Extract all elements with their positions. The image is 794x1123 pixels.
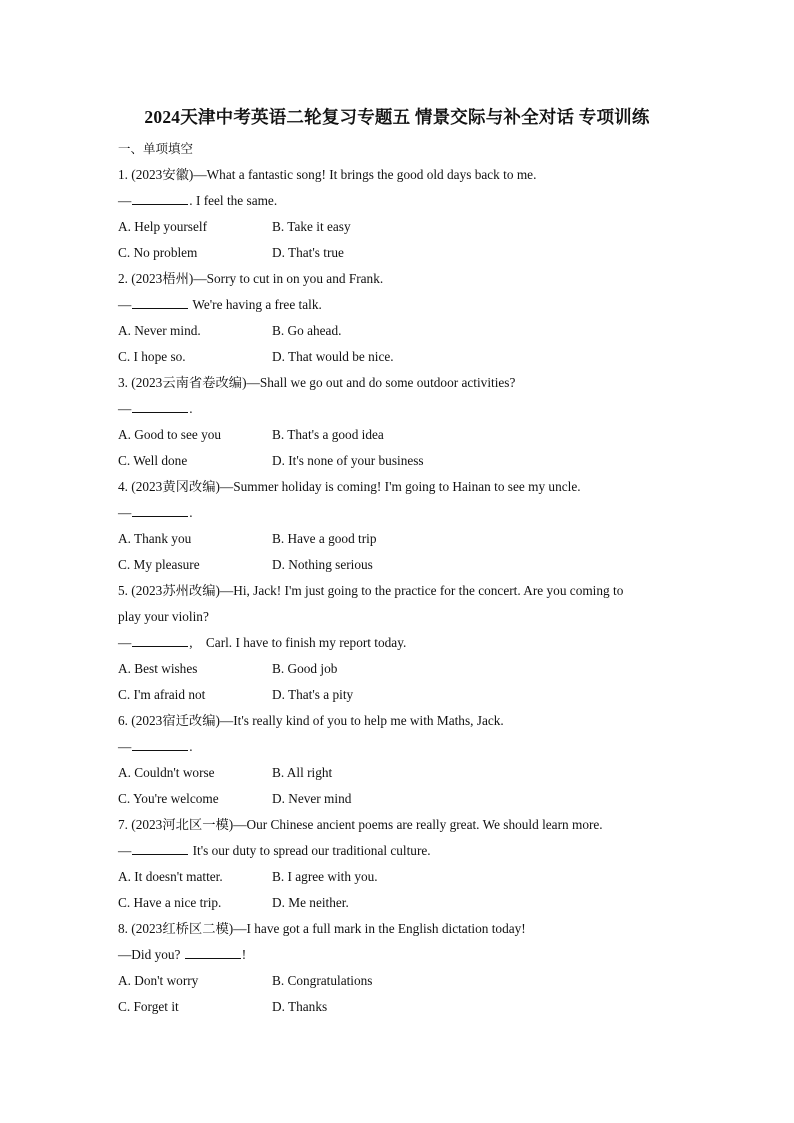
options-row: [118, 786, 676, 812]
answer-line: [118, 942, 676, 968]
question-prompt: 2. (2023梧州)—Sorry to cut in on you and Frank.: [118, 271, 384, 286]
option-d: D. That's true: [272, 245, 344, 260]
option-c: C. You're welcome: [118, 791, 219, 806]
question-item: [118, 812, 676, 916]
question-prompt: 8. (2023红桥区二模)—I have got a full mark in the English dictation today!: [118, 921, 526, 936]
options-row: [118, 318, 676, 344]
answer-blank: [132, 840, 188, 855]
question-prompt: 7. (2023河北区一模)—Our Chinese ancient poems are really great. We should learn more.: [118, 817, 603, 832]
section-heading: 一、单项填空: [118, 141, 194, 156]
question-prompt: 6. (2023宿迁改编)—It's really kind of you to help me with Maths, Jack.: [118, 713, 504, 728]
option-a: A. Couldn't worse: [118, 765, 215, 780]
option-d: D. Never mind: [272, 791, 352, 806]
question-prompt-continued: play your violin?: [118, 609, 209, 624]
answer-prefix: —: [118, 193, 132, 208]
answer-line: [118, 838, 676, 864]
answer-suffix: It's our duty to spread our traditional culture.: [189, 843, 431, 858]
option-c: C. Well done: [118, 453, 188, 468]
answer-suffix: .: [189, 739, 193, 754]
option-d: D. Nothing serious: [272, 557, 373, 572]
answer-suffix: . I feel the same.: [189, 193, 278, 208]
question-item: [118, 162, 676, 266]
option-a: A. Never mind.: [118, 323, 201, 338]
option-d: D. Thanks: [272, 999, 328, 1014]
option-a: A. Thank you: [118, 531, 192, 546]
question-item: [118, 708, 676, 812]
options-row: [118, 656, 676, 682]
answer-blank: [132, 736, 188, 751]
answer-line: [118, 396, 676, 422]
option-c: C. Have a nice trip.: [118, 895, 222, 910]
question-prompt: 1. (2023安徽)—What a fantastic song! It brings the good old days back to me.: [118, 167, 537, 182]
answer-prefix: —: [118, 635, 132, 650]
answer-line: [118, 292, 676, 318]
option-b: B. Go ahead.: [272, 323, 342, 338]
options-row: [118, 344, 676, 370]
option-b: B. All right: [272, 765, 333, 780]
options-row: [118, 890, 676, 916]
options-row: [118, 214, 676, 240]
answer-blank: [132, 190, 188, 205]
answer-prefix: —Did you?: [118, 947, 184, 962]
answer-suffix: !: [241, 947, 247, 962]
answer-line: [118, 630, 676, 656]
options-row: [118, 240, 676, 266]
options-row: [118, 968, 676, 994]
question-prompt: 4. (2023黄冈改编)—Summer holiday is coming! I'm going to Hainan to see my uncle.: [118, 479, 581, 494]
page-title: 2024天津中考英语二轮复习专题五 情景交际与补全对话 专项训练: [144, 107, 650, 127]
option-b: B. I agree with you.: [272, 869, 378, 884]
answer-line: [118, 188, 676, 214]
option-a: A. It doesn't matter.: [118, 869, 223, 884]
question-prompt: 5. (2023苏州改编)—Hi, Jack! I'm just going to the practice for the concert. Are you coming to: [118, 583, 624, 598]
question-prompt: 3. (2023云南省卷改编)—Shall we go out and do some outdoor activities?: [118, 375, 516, 390]
answer-prefix: —: [118, 739, 132, 754]
question-list: [118, 162, 676, 1020]
answer-suffix: , Carl. I have to finish my report today.: [189, 635, 407, 650]
options-row: [118, 682, 676, 708]
question-item: [118, 370, 676, 474]
answer-suffix: .: [189, 505, 193, 520]
options-row: [118, 760, 676, 786]
question-item: [118, 266, 676, 370]
answer-blank: [132, 294, 188, 309]
option-a: A. Don't worry: [118, 973, 199, 988]
answer-line: [118, 734, 676, 760]
options-row: [118, 526, 676, 552]
option-a: A. Best wishes: [118, 661, 198, 676]
answer-prefix: —: [118, 297, 132, 312]
option-d: D. It's none of your business: [272, 453, 424, 468]
option-a: A. Good to see you: [118, 427, 222, 442]
options-row: [118, 864, 676, 890]
option-c: C. Forget it: [118, 999, 179, 1014]
option-d: D. That's a pity: [272, 687, 354, 702]
question-item: [118, 474, 676, 578]
answer-blank: [132, 502, 188, 517]
question-item: [118, 916, 676, 1020]
option-b: B. Have a good trip: [272, 531, 377, 546]
options-row: [118, 994, 676, 1020]
answer-blank: [185, 944, 241, 959]
option-b: B. Good job: [272, 661, 338, 676]
option-b: B. That's a good idea: [272, 427, 384, 442]
answer-prefix: —: [118, 401, 132, 416]
option-b: B. Congratulations: [272, 973, 373, 988]
option-c: C. I'm afraid not: [118, 687, 206, 702]
answer-prefix: —: [118, 843, 132, 858]
answer-blank: [132, 398, 188, 413]
answer-blank: [132, 632, 188, 647]
option-c: C. I hope so.: [118, 349, 186, 364]
options-row: [118, 422, 676, 448]
option-a: A. Help yourself: [118, 219, 207, 234]
answer-prefix: —: [118, 505, 132, 520]
option-d: D. Me neither.: [272, 895, 349, 910]
options-row: [118, 552, 676, 578]
options-row: [118, 448, 676, 474]
answer-suffix: .: [189, 401, 193, 416]
option-d: D. That would be nice.: [272, 349, 394, 364]
question-item: [118, 578, 676, 708]
answer-line: [118, 500, 676, 526]
option-b: B. Take it easy: [272, 219, 351, 234]
answer-suffix: We're having a free talk.: [189, 297, 322, 312]
option-c: C. No problem: [118, 245, 198, 260]
option-c: C. My pleasure: [118, 557, 200, 572]
